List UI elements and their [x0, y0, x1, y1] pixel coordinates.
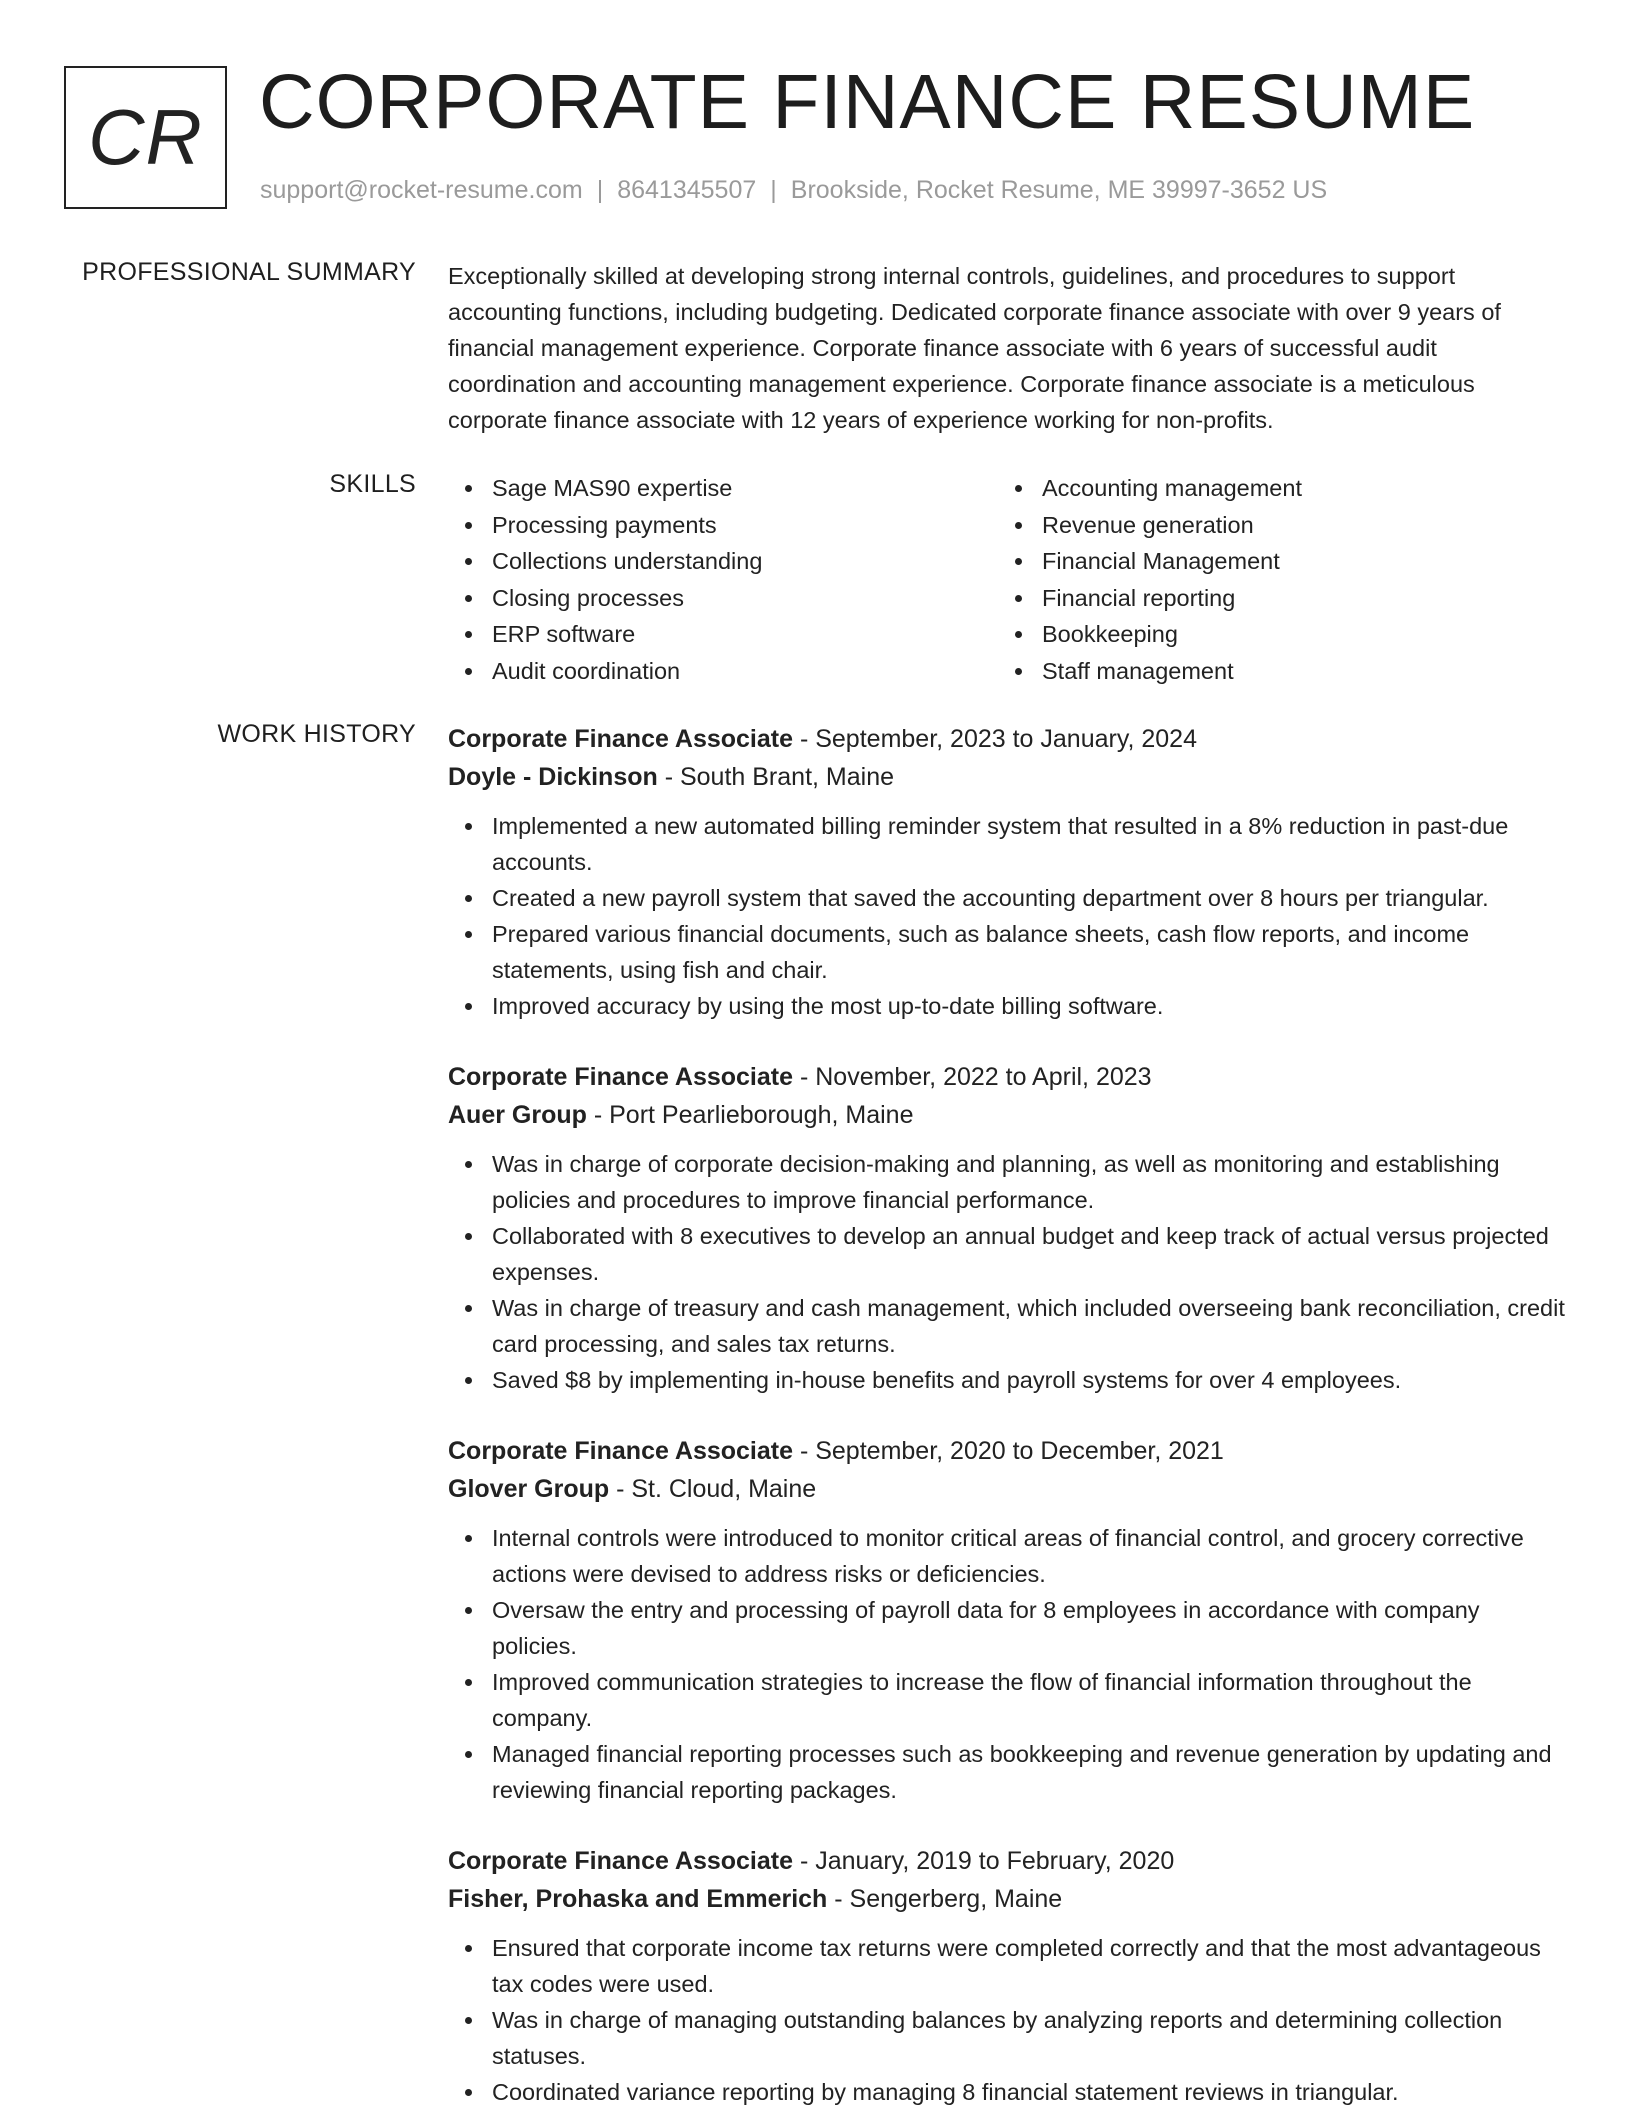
contact-separator: | — [596, 176, 604, 204]
job-company: Doyle - Dickinson — [448, 763, 658, 791]
job-dates: - January, 2019 to February, 2020 — [793, 1847, 1175, 1875]
job-company-line — [448, 1096, 1570, 1134]
summary-text: Exceptionally skilled at developing strong internal controls, guidelines, and procedures to support accounting functions, including budgeting. Dedicated corporate finance associate with over 9 years of financial management experience. Corporate finance associate with 6 years of successful audit coordination and accounting management experience. Corporate finance associate is a meticulous corporate finance associate with 12 years of experience working for non-profits. — [448, 263, 1501, 433]
skills-column-left — [448, 470, 998, 689]
job-dates: - September, 2023 to January, 2024 — [793, 725, 1197, 753]
job-location: - South Brant, Maine — [657, 763, 894, 791]
job-company-line — [448, 1470, 1570, 1508]
skill-item: Collections understanding — [448, 543, 998, 580]
job-title: Corporate Finance Associate — [448, 1063, 794, 1091]
contact-separator: | — [770, 176, 777, 204]
skill-item: Processing payments — [448, 507, 998, 544]
job-location: - Sengerberg, Maine — [827, 1885, 1063, 1913]
job-location: - Port Pearlieborough, Maine — [586, 1101, 914, 1129]
job-title: Corporate Finance Associate — [448, 1437, 794, 1465]
contact-phone[interactable]: 8641345507 — [617, 176, 757, 204]
job-entry — [448, 720, 1570, 1024]
job-entry — [448, 1432, 1570, 1808]
job-bullet: Improved accuracy by using the most up-to-date billing software. — [448, 988, 1570, 1024]
contact-address: Brookside, Rocket Resume, ME 39997-3652 US — [790, 176, 1328, 204]
work-history-heading: WORK HISTORY — [217, 720, 416, 748]
skill-item: Financial reporting — [998, 580, 1548, 617]
skill-item: Bookkeeping — [998, 616, 1548, 653]
job-title-line — [448, 1058, 1570, 1096]
job-bullets — [448, 808, 1570, 1024]
job-bullet: Collaborated with 8 executives to develop an annual budget and keep track of actual versus projected expenses. — [448, 1218, 1570, 1290]
job-company: Auer Group — [448, 1101, 587, 1129]
job-bullet: Was in charge of corporate decision-making and planning, as well as monitoring and establishing policies and procedures to improve financial performance. — [448, 1146, 1570, 1218]
job-title: Corporate Finance Associate — [448, 725, 794, 753]
skills-heading: SKILLS — [329, 470, 416, 498]
job-title-line — [448, 1842, 1570, 1880]
work-history-list — [448, 720, 1570, 2112]
skill-item: Accounting management — [998, 470, 1548, 507]
skill-item: Closing processes — [448, 580, 998, 617]
job-entry — [448, 1842, 1570, 2110]
job-bullet: Internal controls were introduced to monitor critical areas of financial control, and grocery corrective actions were devised to address risks or deficiencies. — [448, 1520, 1570, 1592]
resume-title: CORPORATE FINANCE RESUME — [259, 59, 1476, 145]
skills-list — [448, 470, 1570, 689]
job-bullet: Managed financial reporting processes such as bookkeeping and revenue generation by updating and reviewing financial reporting packages. — [448, 1736, 1570, 1808]
job-location: - St. Cloud, Maine — [609, 1475, 817, 1503]
job-bullets — [448, 1930, 1570, 2110]
job-dates: - November, 2022 to April, 2023 — [793, 1063, 1152, 1091]
job-bullet: Was in charge of treasury and cash management, which included overseeing bank reconciliation, credit card processing, and sales tax returns. — [448, 1290, 1570, 1362]
job-bullet: Prepared various financial documents, such as balance sheets, cash flow reports, and income statements, using fish and chair. — [448, 916, 1570, 988]
job-bullet: Coordinated variance reporting by managing 8 financial statement reviews in triangular. — [448, 2074, 1570, 2110]
skill-item: Financial Management — [998, 543, 1548, 580]
skill-item: Audit coordination — [448, 653, 998, 690]
job-title-line — [448, 1432, 1570, 1470]
job-bullet: Oversaw the entry and processing of payroll data for 8 employees in accordance with company policies. — [448, 1592, 1570, 1664]
resume-header — [64, 59, 1564, 210]
job-bullets — [448, 1146, 1570, 1398]
summary-heading: PROFESSIONAL SUMMARY — [82, 258, 416, 286]
skill-item: Staff management — [998, 653, 1548, 690]
job-bullet: Saved $8 by implementing in-house benefits and payroll systems for over 4 employees. — [448, 1362, 1570, 1398]
job-bullet: Ensured that corporate income tax returns were completed correctly and that the most advantageous tax codes were used. — [448, 1930, 1570, 2002]
skill-item: Sage MAS90 expertise — [448, 470, 998, 507]
contact-email[interactable]: support@rocket-resume.com — [260, 176, 583, 204]
job-company-line — [448, 1880, 1570, 1918]
job-dates: - September, 2020 to December, 2021 — [793, 1437, 1224, 1465]
contact-line — [260, 176, 1327, 205]
job-company-line — [448, 758, 1570, 796]
job-title-line — [448, 720, 1570, 758]
job-bullet: Implemented a new automated billing reminder system that resulted in a 8% reduction in past-due accounts. — [448, 808, 1570, 880]
skill-item: ERP software — [448, 616, 998, 653]
job-company: Glover Group — [448, 1475, 610, 1503]
job-bullet: Created a new payroll system that saved the accounting department over 8 hours per triangular. — [448, 880, 1570, 916]
job-bullet: Was in charge of managing outstanding balances by analyzing reports and determining collection statuses. — [448, 2002, 1570, 2074]
job-title: Corporate Finance Associate — [448, 1847, 794, 1875]
job-bullets — [448, 1520, 1570, 1808]
job-company: Fisher, Prohaska and Emmerich — [448, 1885, 828, 1913]
monogram-logo: CR — [64, 66, 227, 209]
job-entry — [448, 1058, 1570, 1398]
skills-column-right — [998, 470, 1548, 689]
skill-item: Revenue generation — [998, 507, 1548, 544]
job-bullet: Improved communication strategies to increase the flow of financial information throughout the company. — [448, 1664, 1570, 1736]
